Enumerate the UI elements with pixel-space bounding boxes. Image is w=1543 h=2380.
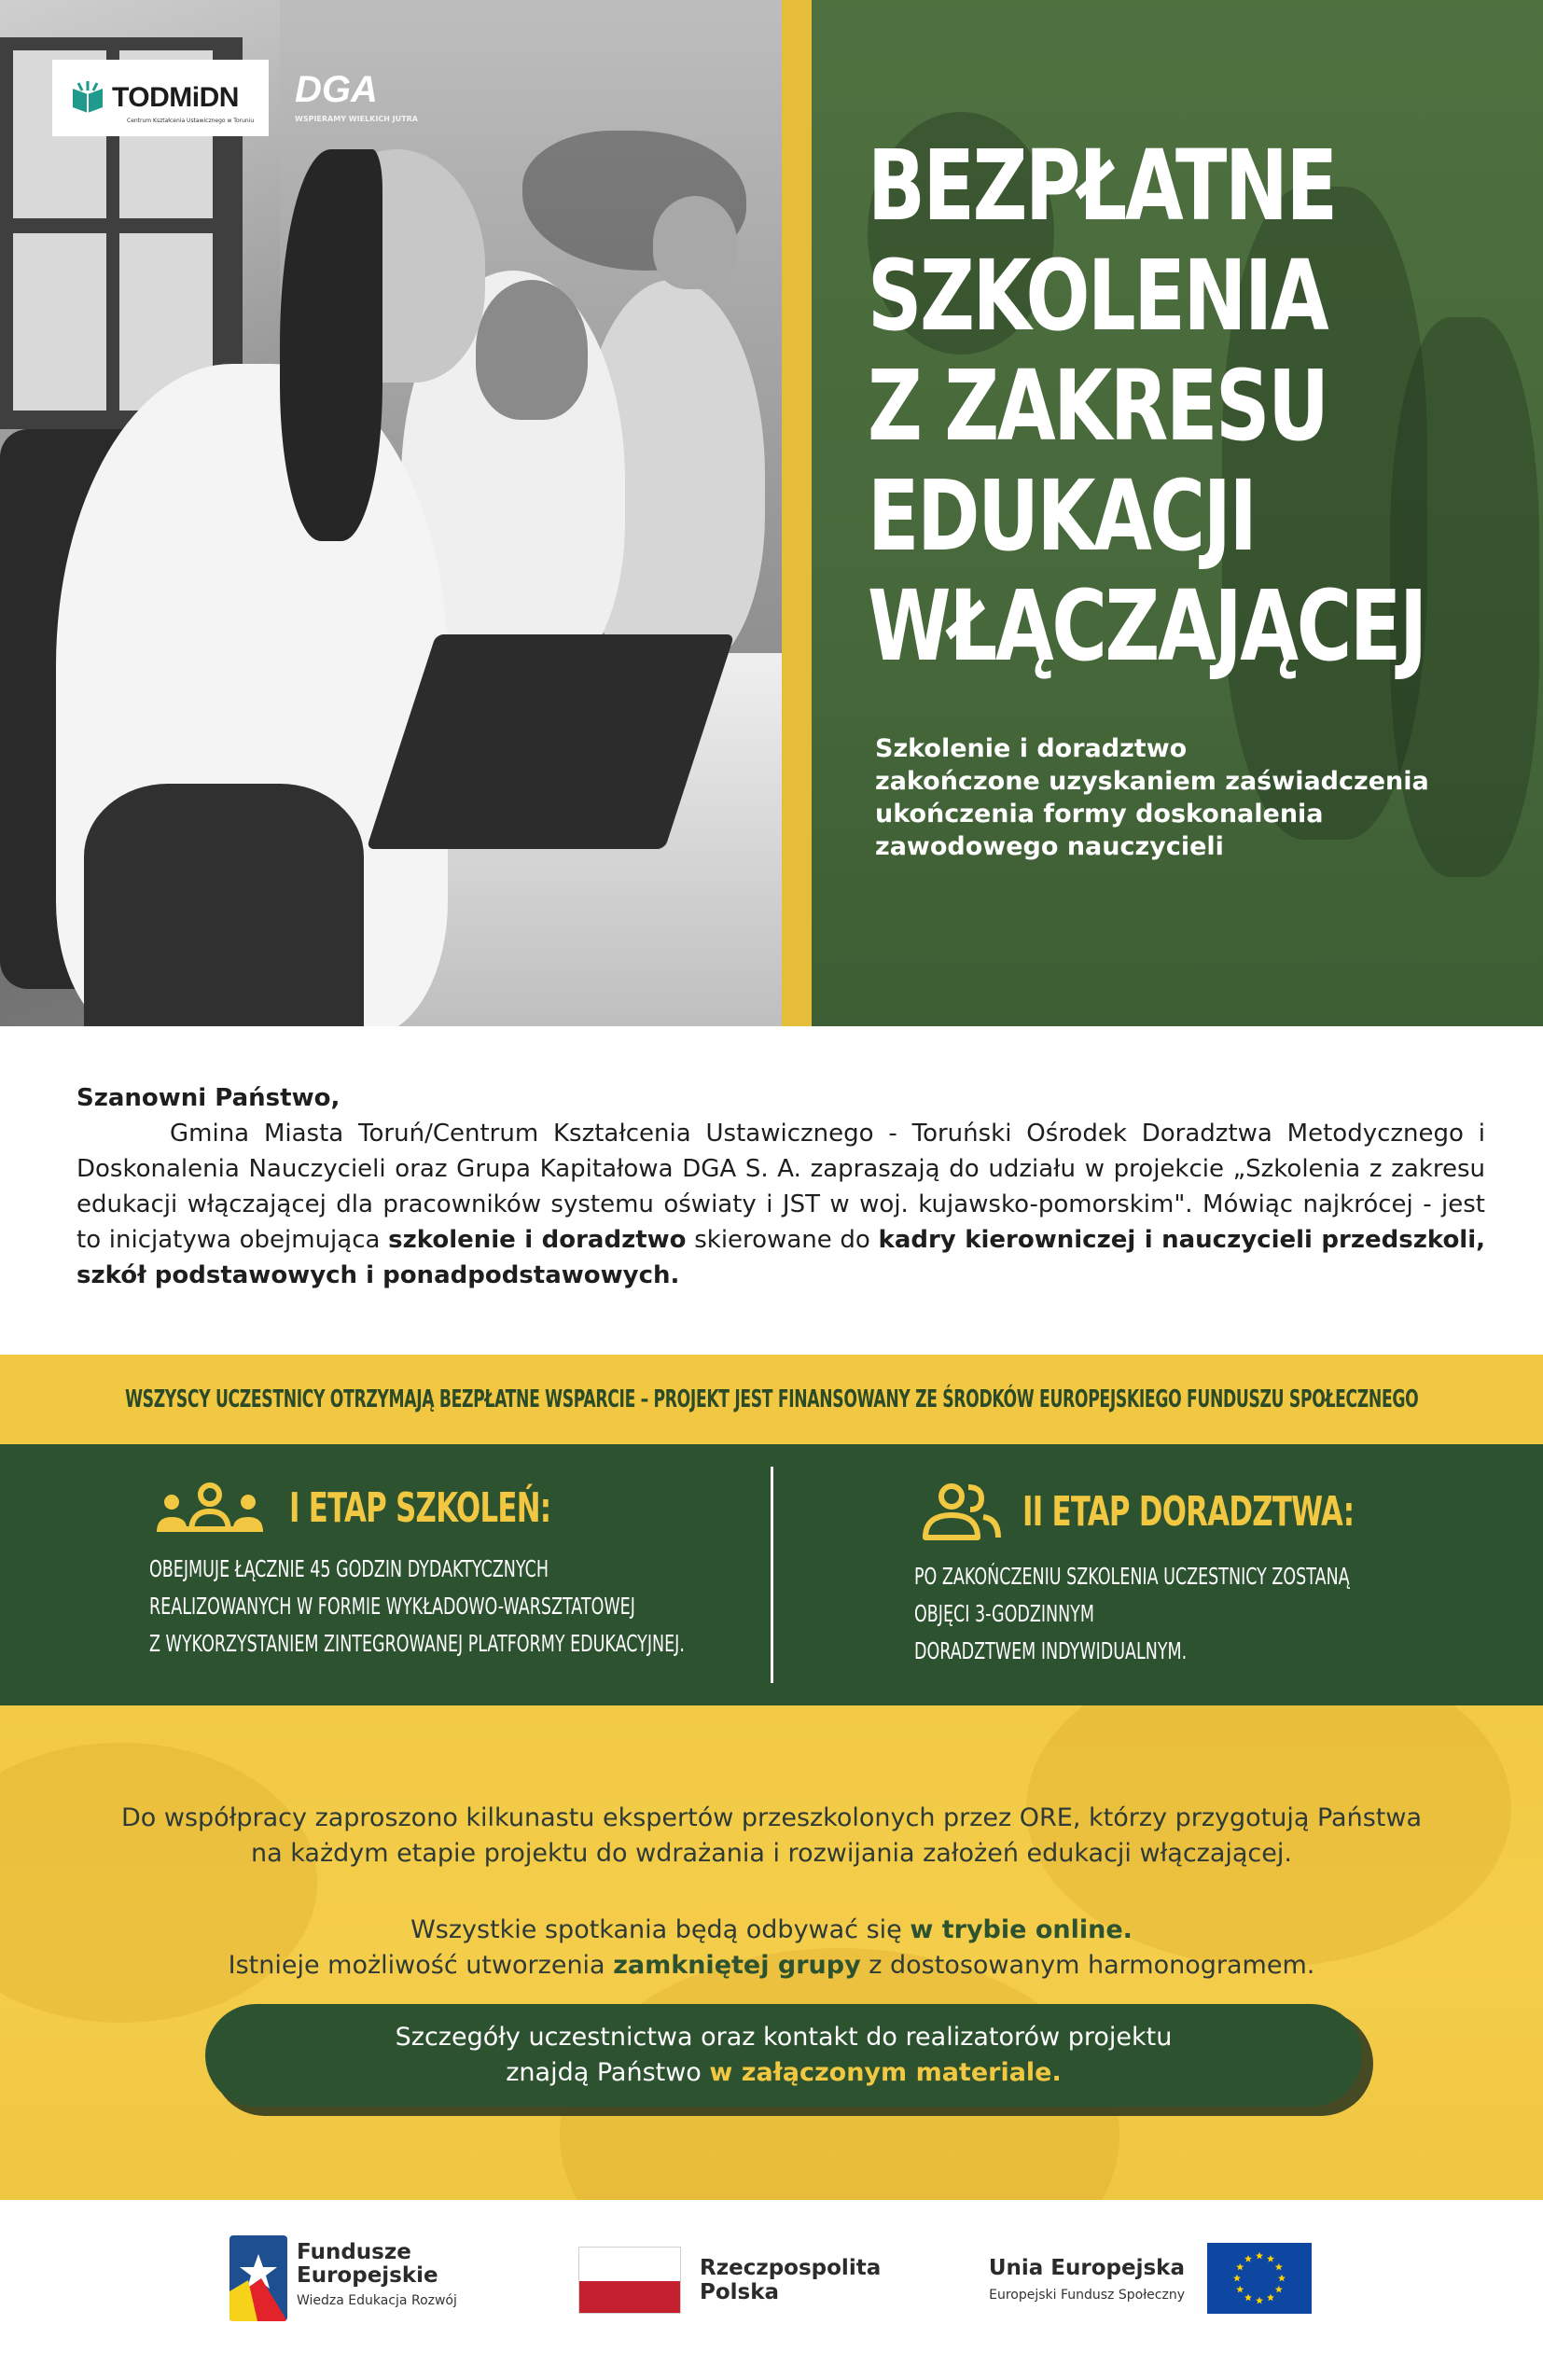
letter-body: Gmina Miasta Toruń/Centrum Kształcenia Ustawicznego - Toruński Ośrodek Doradztwa Metodycznego i Doskonalenia Nauczycieli oraz Grupa Kapitałowa DGA S. A. zapraszają do udziału w projekcie „Szkolenia z zakresu edukacji włączającej dla pracowników systemu oświaty i JST w woj. kujawsko-pomorskim". Mówiąc najkrócej - jest to inicjatywa obejmująca szkolenie i doradztwo skierowane do kadry kierowniczej i nauczycieli przedszkoli, szkół podstawowych i ponadpodstawowych. [76,1120,1486,1289]
hero-photo [0,0,782,1026]
experts-text: Do współpracy zaproszono kilkunastu ekspertów przeszkolonych przez ORE, którzy przygotują Państwa na każdym etapie projektu do wdrażania i rozwijania założeń edukacji włączającej. [121,1803,1422,1868]
poland-flag [578,2247,681,2314]
star-icon [229,2235,287,2321]
stage-training-text: OBEJMUJE ŁĄCZNIE 45 GODZIN DYDAKTYCZNYCH REALIZOWANYCH W FORMIE WYKŁADOWO-WARSZTATOWEJ Z WYKORZYSTANIEM ZINTEGROWANEJ PLATFORMY EDUKACYJNEJ. [149,1555,685,1657]
stages-section [0,1444,1543,1705]
stage-consulting-title: II ETAP DORADZTWA: [1022,1487,1355,1536]
greeting: Szanowni Państwo, [76,1084,341,1112]
dga-logo: DGA WSPIERAMY WIELKICH JUTRA [295,69,418,123]
page-subtitle: Szkolenie i doradztwo zakończone uzyskaniem zaświadczenia ukończenia formy doskonalenia zawodowego nauczycieli [875,734,1429,861]
fundusze-europejskie-logo [229,2235,287,2321]
todmidn-logo: TODMiDN Centrum Kształcenia Ustawicznego w Toruniu [52,60,269,136]
stage-training-title: I ETAP SZKOLEŃ: [289,1483,551,1532]
hero-section [0,0,1543,1026]
details-callout: Szczegóły uczestnictwa oraz kontakt do realizatorów projektu znajdą Państwo w załączonym materiale. [205,2004,1362,2107]
eu-flag [1207,2243,1312,2314]
invitation-letter [76,1080,1485,1293]
eu-stars-icon [1207,2243,1312,2314]
stage-divider [771,1467,773,1683]
users-icon [914,1482,1008,1541]
online-text: Wszystkie spotkania będą odbywać się w trybie online. Istnieje możliwość utworzenia zamkniętej grupy z dostosowanym harmonogramem. [228,1915,1315,1980]
book-icon [69,79,106,117]
funding-logos: Fundusze Europejskie Wiedza Edukacja Rozwój Rzeczpospolita Polska Unia Europejska Europejski Fundusz Społeczny [0,2200,1543,2380]
funding-banner: WSZYSCY UCZESTNICY OTRZYMAJĄ BEZPŁATNE WSPARCIE – PROJEKT JEST FINANSOWANY ZE ŚRODKÓW EUROPEJSKIEGO FUNDUSZU SPOŁECZNEGO [0,1355,1543,1444]
info-section [0,1705,1543,2200]
accent-bar [782,0,812,1026]
stage-consulting-text: PO ZAKOŃCZENIU SZKOLENIA UCZESTNICY ZOSTANĄ OBJĘCI 3-GODZINNYM DORADZTWEM INDYWIDUALNYM. [914,1563,1350,1664]
stage-consulting [914,1482,1536,1670]
stage-training [149,1482,914,1663]
rzeczpospolita-logo: Rzeczpospolita Polska [700,2256,882,2304]
group-icon [149,1482,271,1534]
unia-europejska-logo: Unia Europejska Europejski Fundusz Społeczny [988,2256,1185,2303]
page-title: BEZPŁATNE SZKOLENIA Z ZAKRESU EDUKACJI WŁĄCZAJĄCEJ [868,129,1425,683]
